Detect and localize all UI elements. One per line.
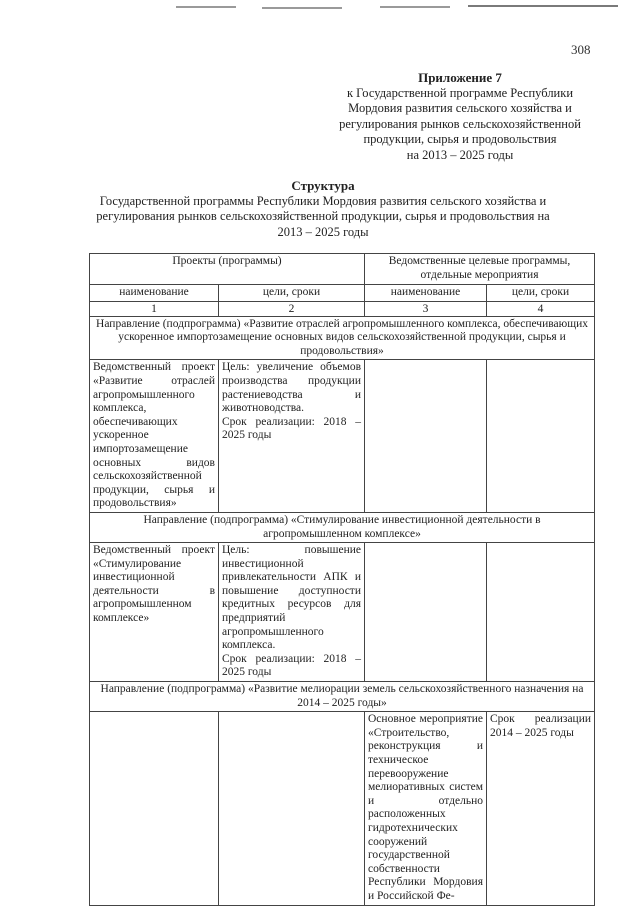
project-name-cell: Ведомственный проект «Развитие отраслей агропромышленного комплекса, обеспечивающих ускоренное импортозамещение основных видов сельскохозяйственной продукции, сырья и продовольствия» <box>90 360 219 513</box>
project-goal-cell <box>219 712 365 905</box>
project-term: Срок реализации: 2018 – 2025 годы <box>222 415 361 442</box>
appendix-line: на 2013 – 2025 годы <box>406 147 514 162</box>
table-row <box>90 360 595 513</box>
table-subheader-row <box>90 285 595 302</box>
departmental-group-header: Ведомственные целевые программы, отдельные мероприятия <box>365 254 595 285</box>
projects-group-header: Проекты (программы) <box>90 254 365 285</box>
document-title: Структура <box>291 178 355 193</box>
project-term: Срок реализации: 2018 – 2025 годы <box>222 652 361 679</box>
structure-table <box>89 253 595 906</box>
direction-row <box>90 512 595 542</box>
appendix-line: продукции, сырья и продовольствия <box>363 132 557 146</box>
document-subtitle-line: регулирования рынков сельскохозяйственной продукции, сырья и продовольствия на <box>96 209 550 223</box>
event-name-cell: Основное мероприятие «Строительство, реконструкция и техническое перевооружение мелиоративных систем и отдельно расположенных гидротехнических сооружений государственной собственности Республики Мордовия и Российской Фе- <box>365 712 487 905</box>
col-header-goals: цели, сроки <box>219 285 365 302</box>
appendix-header <box>318 70 602 163</box>
direction-title: Направление (подпрограмма) «Стимулирование инвестиционной деятельности в агропромышленном комплексе» <box>90 512 595 542</box>
scan-edge-artifact <box>0 0 640 14</box>
event-name-cell <box>365 543 487 682</box>
project-goal: Цель: увеличение объемов производства продукции растениеводства и животноводства. <box>222 361 361 415</box>
project-goal-cell <box>219 360 365 513</box>
col-header-goals: цели, сроки <box>487 285 595 302</box>
project-name-cell: Ведомственный проект «Стимулирование инвестиционной деятельности в агропромышленном комплексе» <box>90 543 219 682</box>
project-goal-cell <box>219 543 365 682</box>
table-header-row <box>90 254 595 285</box>
appendix-line: к Государственной программе Республики <box>346 85 574 100</box>
event-term-cell <box>487 360 595 513</box>
document-subtitle-line: 2013 – 2025 годы <box>277 224 369 239</box>
col-header-name: наименование <box>90 285 219 302</box>
direction-title: Направление (подпрограмма) «Развитие мелиорации земель сельскохозяйственного назначения на 2014 – 2025 годы» <box>90 682 595 712</box>
appendix-line: Мордовия развития сельского хозяйства и <box>348 101 572 115</box>
column-number: 3 <box>365 301 487 316</box>
col-header-name: наименование <box>365 285 487 302</box>
project-name-cell <box>90 712 219 905</box>
event-name-cell <box>365 360 487 513</box>
column-number: 2 <box>219 301 365 316</box>
document-heading <box>90 178 556 240</box>
direction-row <box>90 682 595 712</box>
table-row <box>90 543 595 682</box>
direction-row <box>90 316 595 360</box>
column-number-row <box>90 301 595 316</box>
page-number: 308 <box>571 42 591 57</box>
event-term-cell <box>487 543 595 682</box>
appendix-title: Приложение 7 <box>418 70 502 85</box>
project-goal: Цель: повышение инвестиционной привлекательности АПК и повышение доступности кредитных ресурсов для предприятий агропромышленного комплекса. <box>222 544 361 652</box>
column-number: 1 <box>90 301 219 316</box>
event-term-cell: Срок реализации 2014 – 2025 годы <box>487 712 595 905</box>
appendix-line: регулирования рынков сельскохозяйственной <box>339 116 581 131</box>
direction-title: Направление (подпрограмма) «Развитие отраслей агропромышленного комплекса, обеспечивающих ускоренное импортозамещение основных видов сельскохозяйственной продукции, сырья и продовольствия» <box>90 316 595 360</box>
table-row <box>90 712 595 905</box>
document-subtitle-line: Государственной программы Республики Мордовия развития сельского хозяйства и <box>99 193 547 208</box>
column-number: 4 <box>487 301 595 316</box>
